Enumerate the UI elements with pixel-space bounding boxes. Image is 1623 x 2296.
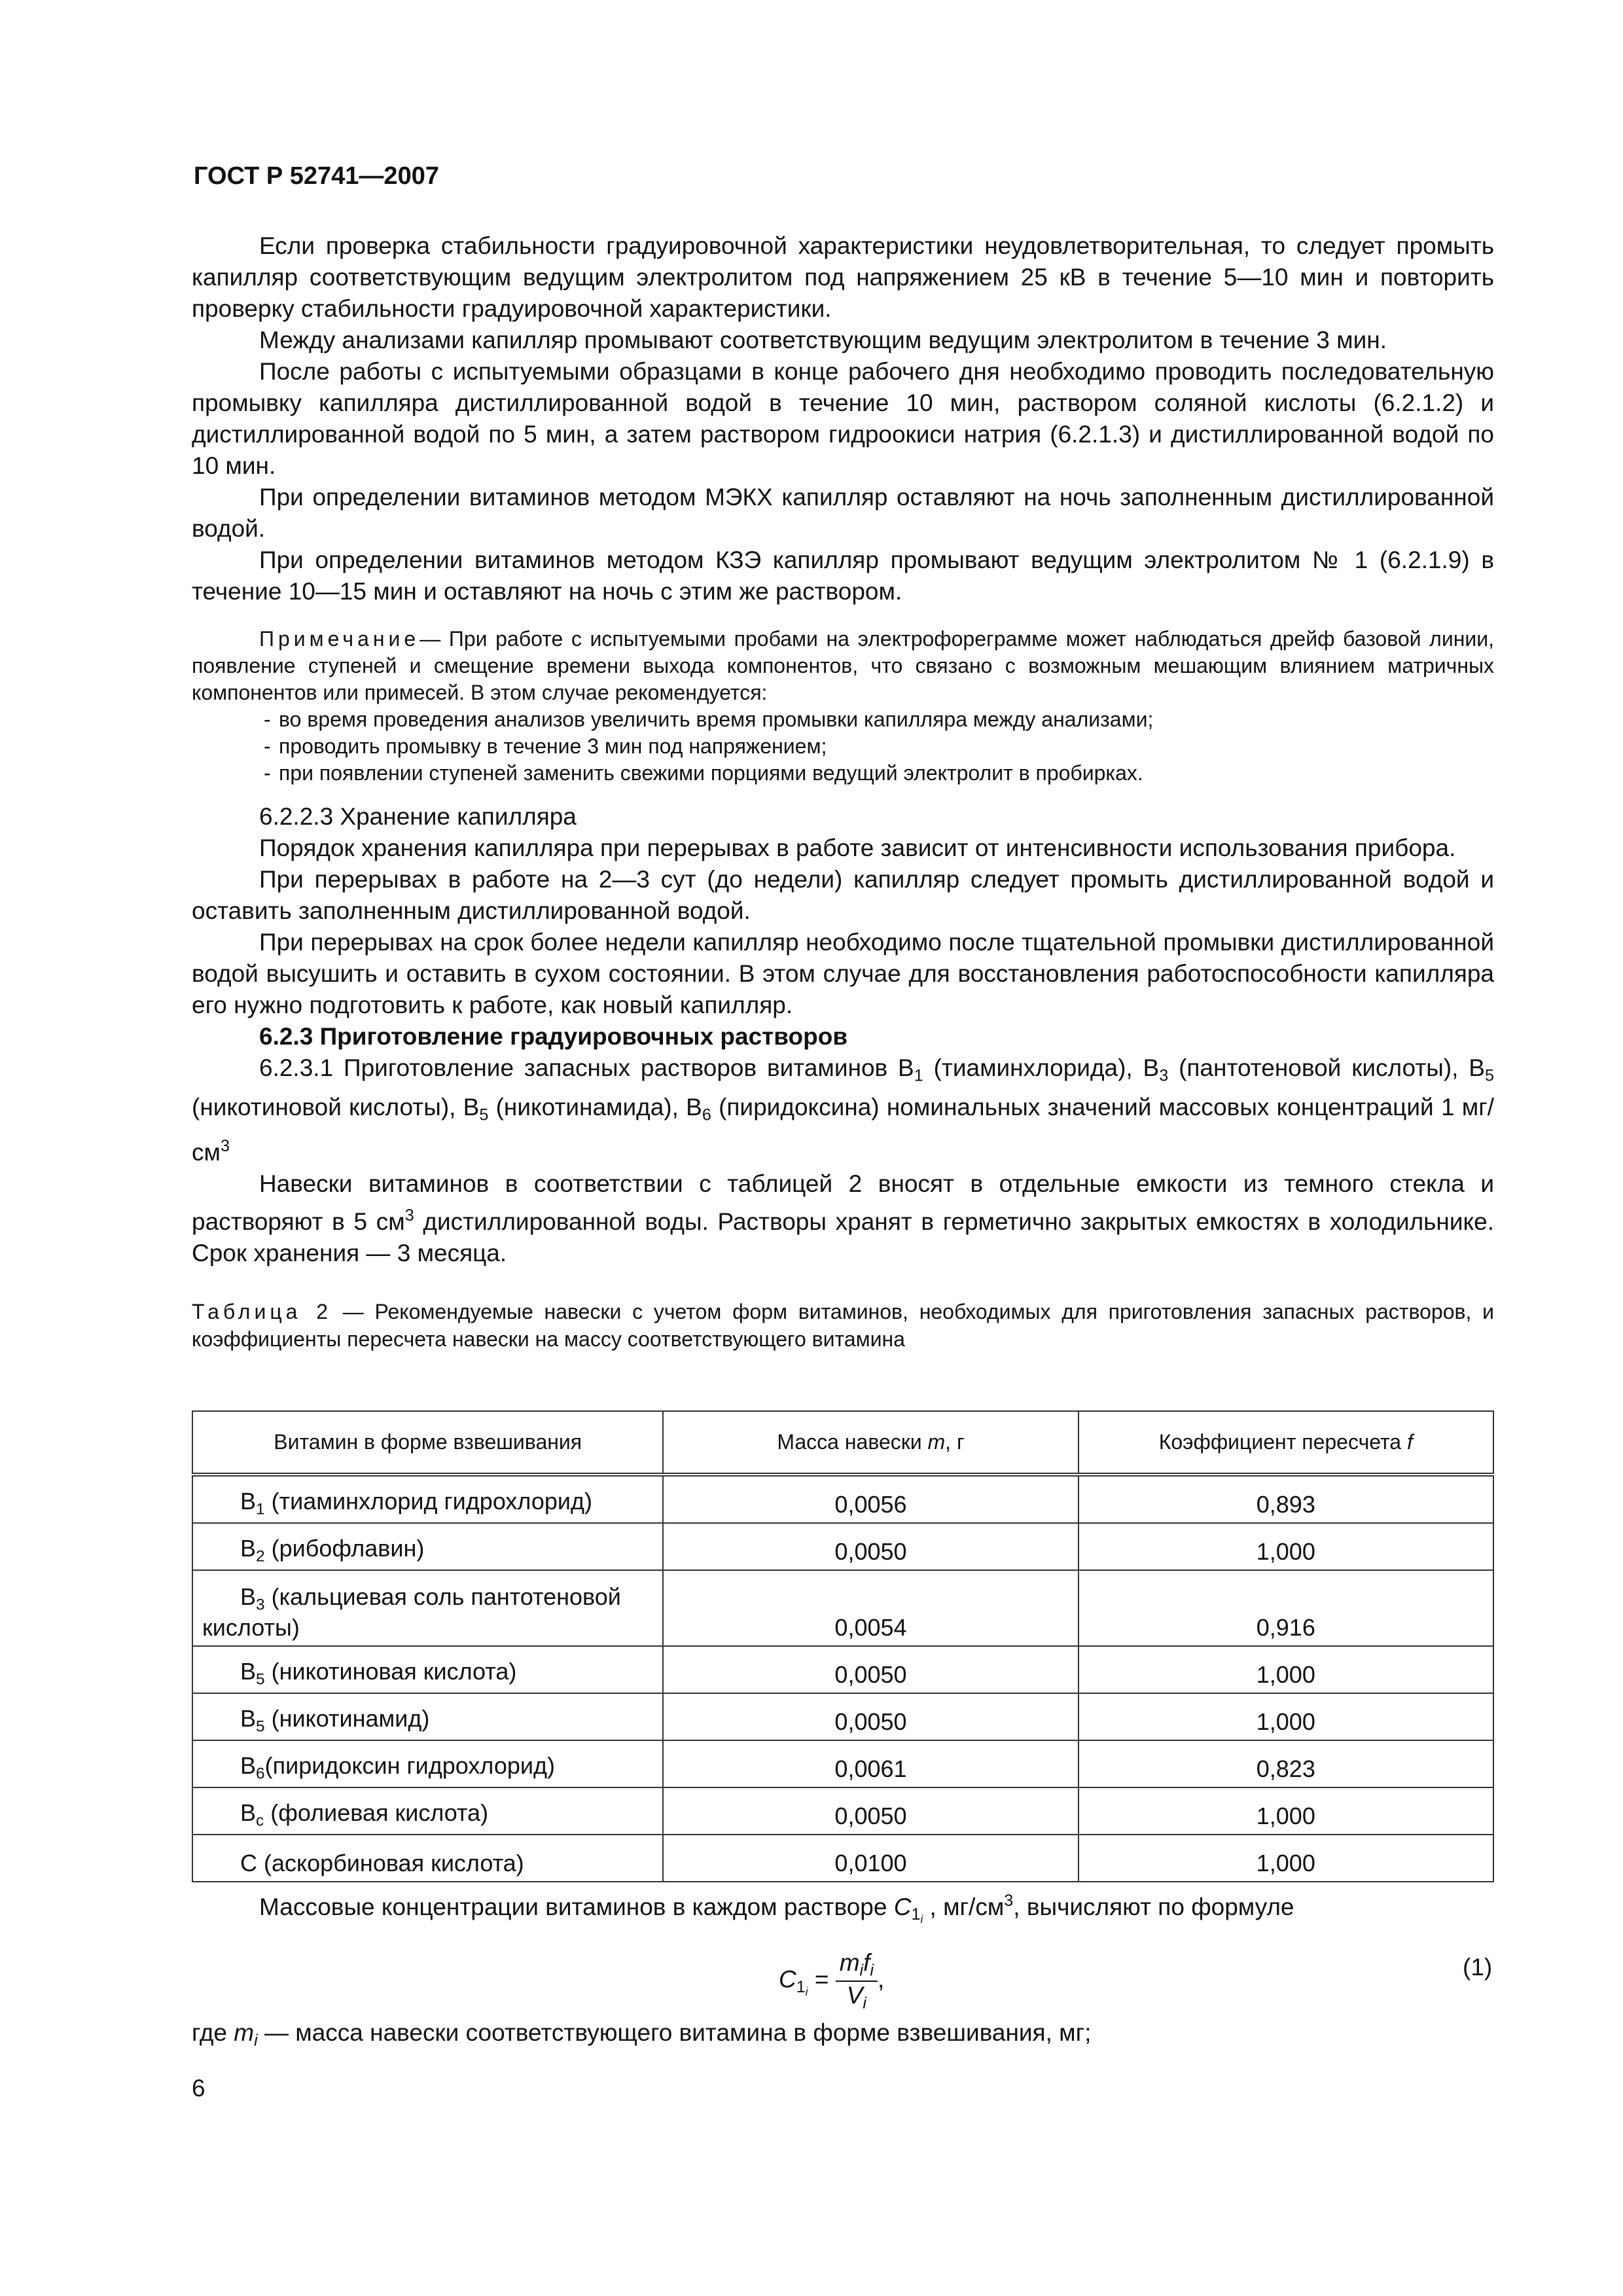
table-row xyxy=(192,1523,1493,1570)
page-number: 6 xyxy=(192,2075,205,2102)
formula-fraction: $\frac{m_if_i}{V_i}$ xyxy=(836,1949,878,2013)
vitamin-cell: $B_5$ (никотиновая кислота) xyxy=(192,1646,663,1693)
coefficient-cell: 0,893 xyxy=(1079,1475,1493,1523)
table-row xyxy=(192,1835,1493,1882)
vitamin-cell: $B_1$ (тиаминхлорид гидрохлорид) xyxy=(192,1475,663,1523)
formula-1: $C_{1_i}$ = $\frac{m_if_i}{V_i}$ , xyxy=(779,1949,885,2013)
vitamins-table xyxy=(192,1410,1494,1882)
coefficient-cell: 0,823 xyxy=(1079,1740,1493,1787)
coefficient-cell: 1,000 xyxy=(1079,1646,1493,1693)
header-mass: Масса навески m, г xyxy=(663,1411,1078,1475)
mass-cell: 0,0050 xyxy=(663,1693,1078,1740)
coefficient-cell: 1,000 xyxy=(1079,1835,1493,1882)
paragraph: После работы с испытуемыми образцами в конце рабочего дня необходимо проводить последовательную промывку капилляра дистиллированной водой в течение 10 мин, раствором соляной кислоты (6.2.1.2) и дистиллированной водой по 5 мин, а затем раствором гидроокиси натрия (6.2.1.3) и дистиллированной водой по 10 мин. xyxy=(192,358,1494,479)
standard-code-header: ГОСТ Р 52741—2007 xyxy=(194,162,439,190)
note-block xyxy=(192,626,1494,787)
vitamin-cell: $B_5$ (никотинамид) xyxy=(192,1693,663,1740)
mass-cell: 0,0050 xyxy=(663,1646,1078,1693)
table-row xyxy=(192,1693,1493,1740)
paragraph: 6.2.3.1 Приготовление запасных растворов витаминов $B_1$ (тиаминхлорида), $B_3$ (пантотеновой кислоты), $B_5$ (никотиновой кислоты), $B_5$ (никотинамида), $B_6$ (пиридоксина) номинальных значений массовых концентраций 1 $мг/см^3$ xyxy=(192,1054,1495,1166)
mass-cell: 0,0100 xyxy=(663,1835,1078,1882)
vitamin-cell: C (аскорбиновая кислота) xyxy=(192,1835,663,1882)
paragraph: Если проверка стабильности градуировочной характеристики неудовлетворительная, то следует промыть капилляр соответствующим ведущим электролитом под напряжением 25 кВ в течение 5—10 мин и повторить проверку стабильности градуировочной характеристики. xyxy=(192,232,1494,322)
table-row xyxy=(192,1787,1493,1835)
header-vitamin: Витамин в форме взвешивания xyxy=(192,1411,663,1475)
table-caption-text: — Рекомендуемые навески с учетом форм витаминов, необходимых для приготовления запасных растворов, и коэффициенты пересчета навески на массу соответствующего витамина xyxy=(192,1299,1494,1351)
formula-intro: Массовые концентрации витаминов в каждом растворе $C_{1_i}$ , $мг/см^3$, вычисляют по формуле xyxy=(259,1892,1294,1926)
mass-cell: 0,0050 xyxy=(663,1523,1078,1570)
paragraph: Между анализами капилляр промывают соответствующим ведущим электролитом в течение 3 мин. xyxy=(259,327,1387,353)
vitamin-cell: $B_c$ (фолиевая кислота) xyxy=(192,1787,663,1835)
note-text: — При работе с испытуемыми пробами на электрофореграмме может наблюдаться дрейф базовой линии, появление ступеней и смещение времени выхода компонентов, что связано с возможным мешающим влиянием матричных компонентов или примесей. В этом случае рекомендуется: xyxy=(192,627,1494,704)
note-list-item: - во время проведения анализов увеличить время промывки капилляра между анализами; xyxy=(192,706,1494,733)
note-list-item: - проводить промывку в течение 3 мин под напряжением; xyxy=(192,733,1494,760)
main-text xyxy=(192,230,1494,1353)
coefficient-cell: 0,916 xyxy=(1079,1570,1493,1646)
paragraph: При перерывах на срок более недели капилляр необходимо после тщательной промывки дистиллированной водой высушить и оставить в сухом состоянии. В этом случае для восстановления работоспособности капилляра его нужно подготовить к работе, как новый капилляр. xyxy=(192,929,1494,1018)
paragraph: Навески витаминов в соответствии с таблицей 2 вносят в отдельные емкости из темного стекла и растворяют в 5 $см^3$ дистиллированной воды. Растворы хранят в герметично закрытых емкостях в холодильнике. Срок хранения — 3 месяца. xyxy=(192,1170,1494,1266)
paragraph: При определении витаминов методом МЭКХ капилляр оставляют на ночь заполненным дистиллированной водой. xyxy=(192,484,1494,542)
table-caption-label: Таблица 2 xyxy=(192,1299,332,1323)
paragraph: При определении витаминов методом КЗЭ капилляр промывают ведущим электролитом № 1 (6.2.1.9) в течение 10—15 мин и оставляют на ночь с этим же раствором. xyxy=(192,547,1494,605)
note-paragraph xyxy=(192,626,1494,706)
table-row xyxy=(192,1646,1493,1693)
vitamin-cell: $B_2$ (рибофлавин) xyxy=(192,1523,663,1570)
section-heading-623: 6.2.3 Приготовление градуировочных растворов xyxy=(259,1023,848,1050)
table-row xyxy=(192,1740,1493,1787)
mass-cell: 0,0054 xyxy=(663,1570,1078,1646)
table-row xyxy=(192,1475,1493,1523)
mass-cell: 0,0061 xyxy=(663,1740,1078,1787)
equation-number: (1) xyxy=(1463,1954,1493,1981)
where-clause: где $m_i$ — масса навески соответствующего витамина в форме взвешивания, мг; xyxy=(192,2019,1092,2050)
paragraph: При перерывах в работе на 2—3 сут (до недели) капилляр следует промыть дистиллированной водой и оставить заполненным дистиллированной водой. xyxy=(192,866,1494,924)
mass-cell: 0,0050 xyxy=(663,1787,1078,1835)
coefficient-cell: 1,000 xyxy=(1079,1787,1493,1835)
header-coefficient: Коэффициент пересчета f xyxy=(1079,1411,1493,1475)
coefficient-cell: 1,000 xyxy=(1079,1523,1493,1570)
vitamin-cell: $B_6(пиридоксин$ гидрохлорид) xyxy=(192,1740,663,1787)
mass-cell: 0,0056 xyxy=(663,1475,1078,1523)
section-heading-6223: 6.2.2.3 Хранение капилляра xyxy=(259,803,577,830)
note-label: Примечание xyxy=(259,627,420,651)
vitamin-cell: $B_3$ (кальциевая соль пантотеновой кислоты) xyxy=(192,1570,663,1646)
table-caption xyxy=(192,1298,1494,1353)
coefficient-cell: 1,000 xyxy=(1079,1693,1493,1740)
table-row xyxy=(192,1570,1493,1646)
note-list-item: - при появлении ступеней заменить свежими порциями ведущий электролит в пробирках. xyxy=(192,760,1494,787)
paragraph: Порядок хранения капилляра при перерывах в работе зависит от интенсивности использования прибора. xyxy=(259,834,1456,861)
table-header-row xyxy=(192,1411,1493,1475)
